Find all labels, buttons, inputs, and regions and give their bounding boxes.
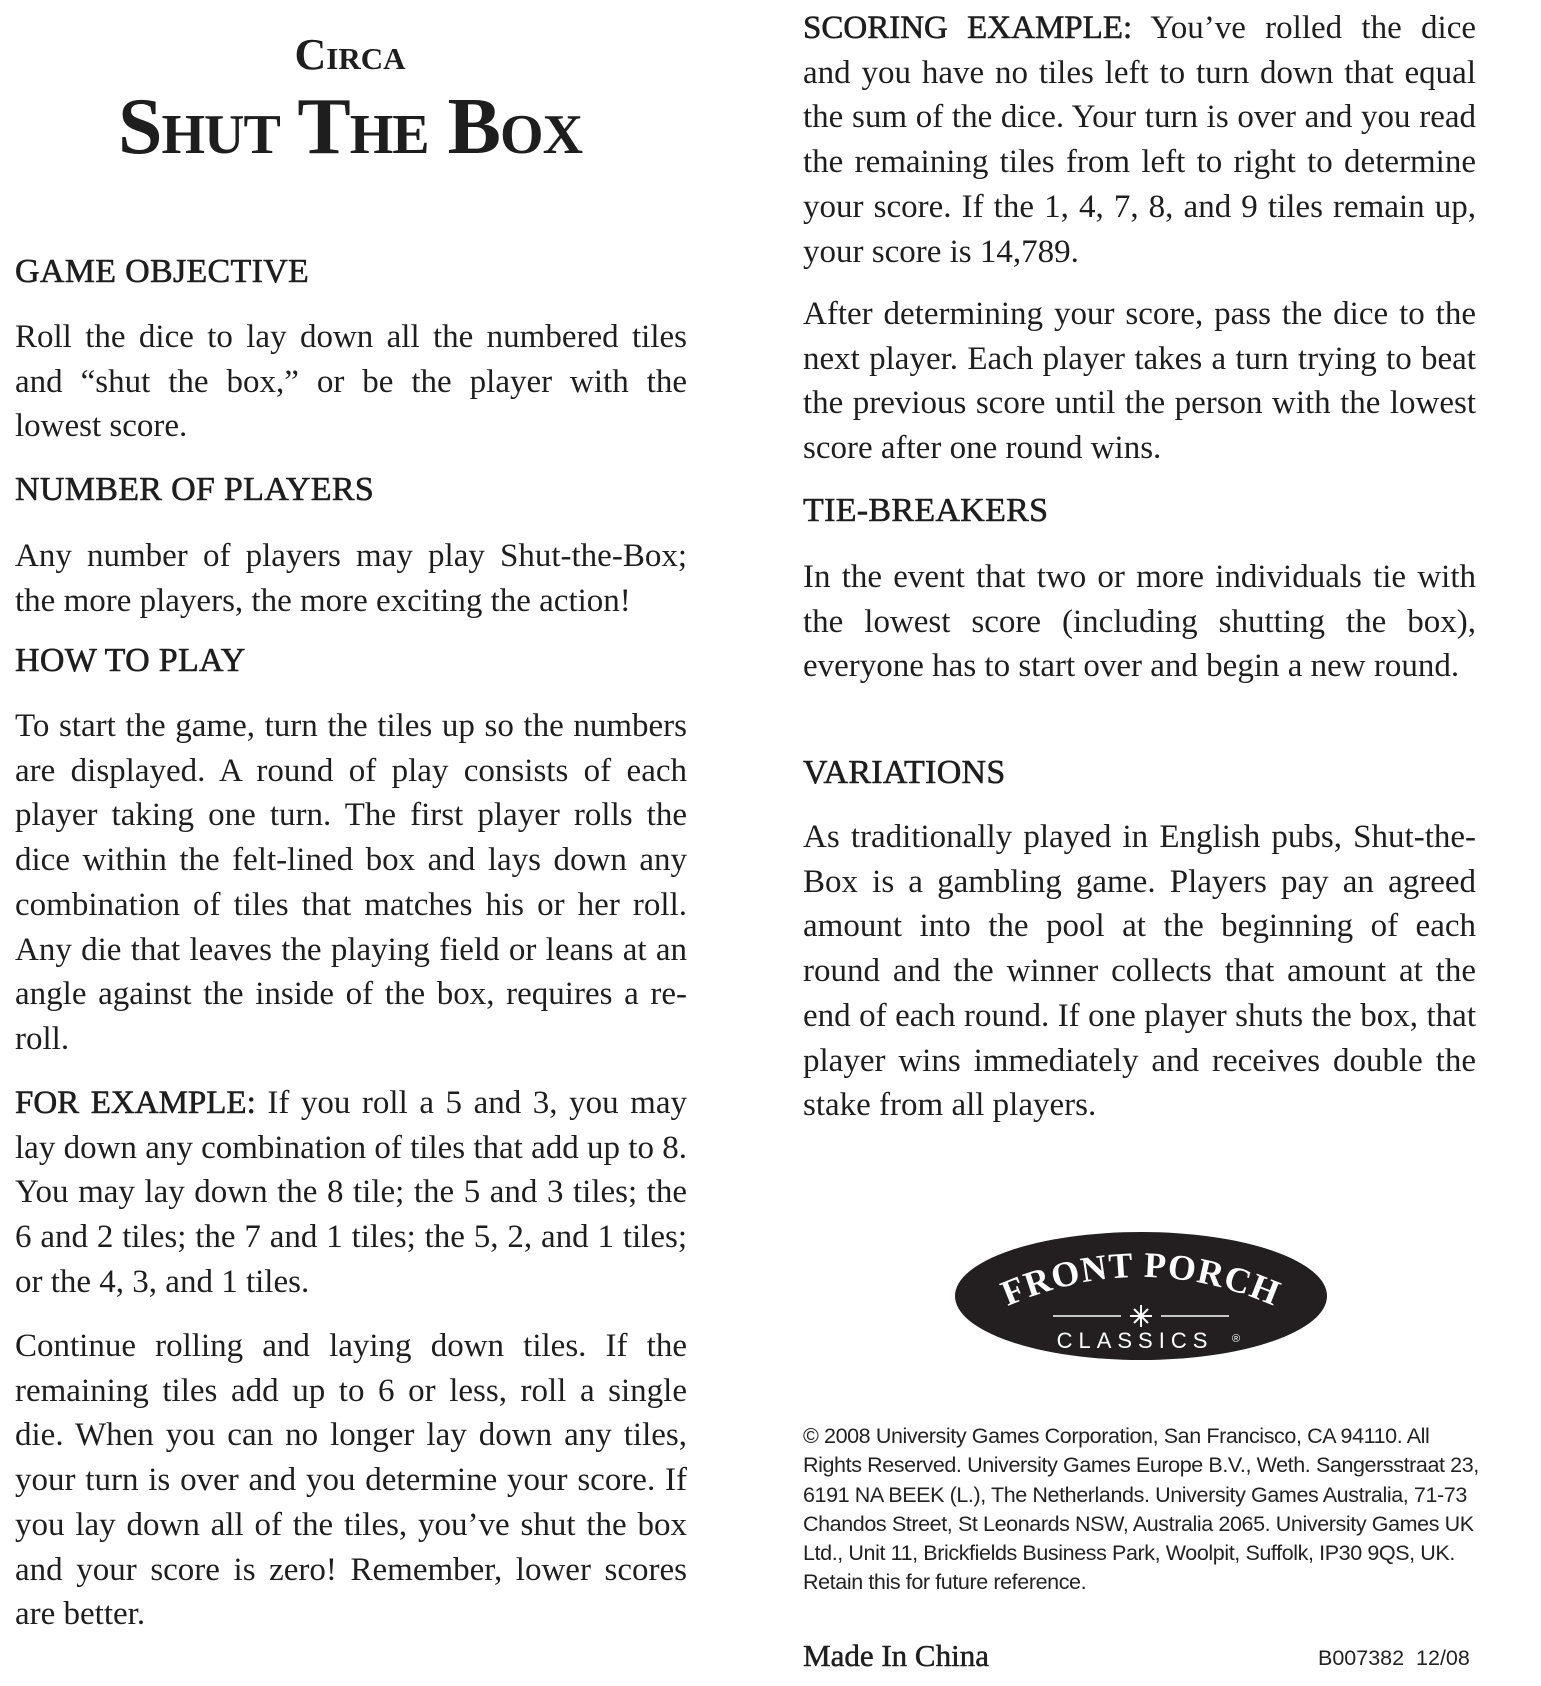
made-in-label: Made In China: [803, 1638, 989, 1673]
product-code: B007382 12/08: [1318, 1646, 1470, 1670]
heading-variations: VARIATIONS: [803, 754, 1006, 791]
legal-text: © 2008 University Games Corporation, San Francisco, CA 94110. All Rights Reserved. University Games Europe B.V., Weth. Sangersstraat 23, 6191 NA BEEK (L.), The Netherlands. University Games Australia, 71-73 Chandos Street, St Leonards NSW, Australia 2065. University Games UK Ltd., Unit 11, Brickfields Business Park, Woolpit, Suffolk, IP30 9QS, UK. Retain this for future reference.: [803, 1424, 1479, 1595]
heading-tie-breakers: TIE-BREAKERS: [803, 492, 1049, 529]
how-to-play-text: To start the game, turn the tiles up so the numbers are displayed. A round of play consists of each player taking one turn. The first player rolls the dice within the felt-lined box and lays down any combination of tiles that matches his or her roll. Any die that leaves the playing field or leans at an angle against the inside of the box, requires a re-roll.: [15, 708, 687, 1057]
objective-text: Roll the dice to lay down all the numbered tiles and “shut the box,” or be the player with the lowest score.: [15, 319, 687, 445]
logo-line2: CLASSICS: [1056, 1328, 1214, 1353]
logo-line1: FRONT PORCH: [995, 1244, 1287, 1314]
tie-breakers-text: In the event that two or more individuals tie with the lowest score (including shutting the box), everyone has to start over and begin a new round.: [803, 559, 1476, 685]
heading-number-of-players: NUMBER OF PLAYERS: [15, 471, 375, 508]
game-title-block: [100, 30, 600, 172]
after-scoring-text: After determining your score, pass the dice to the next player. Each player takes a turn trying to beat the previous score until the person with the lowest score after one round wins.: [803, 296, 1476, 467]
front-porch-classics-logo: [955, 1232, 1327, 1360]
registered-mark: ®: [1232, 1333, 1241, 1345]
title-subtitle: Circa: [294, 30, 406, 79]
players-text: Any number of players may play Shut-the-Box; the more players, the more exciting the action!: [15, 538, 687, 619]
for-example-label: FOR EXAMPLE:: [15, 1085, 256, 1121]
scoring-example-paragraph: [803, 6, 1476, 274]
page-title: Shut The Box: [117, 83, 583, 171]
continue-text: Continue rolling and laying down tiles. If the remaining tiles add up to 6 or less, roll a single die. When you can no longer lay down any tiles, your turn is over and you determine your score. If you lay down all of the tiles, you’ve shut the box and your score is zero! Remember, lower scores are better.: [15, 1328, 687, 1633]
heading-game-objective: GAME OBJECTIVE: [15, 253, 310, 290]
heading-how-to-play: HOW TO PLAY: [15, 642, 246, 679]
variations-text: As traditionally played in English pubs, Shut-the-Box is a gambling game. Players pay an agreed amount into the pool at the beginning of each round and the winner collects that amount at the end of each round. If one player shuts the box, that player wins immediately and receives double the stake from all players.: [803, 819, 1476, 1124]
for-example-text: If you roll a 5 and 3, you may lay down any combination of tiles that add up to 8. You may lay down the 8 tile; the 5 and 3 tiles; the 6 and 2 tiles; the 7 and 1 tiles; the 5, 2, and 1 tiles; or the 4, 3, and 1 tiles.: [15, 1085, 687, 1300]
scoring-example-text: You’ve rolled the dice and you have no tiles left to turn down that equal the sum of the dice. Your turn is over and you read the remaining tiles from left to right to determine your score. If the 1, 4, 7, 8, and 9 tiles remain up, your score is 14,789.: [803, 10, 1476, 270]
scoring-example-label: SCORING EXAMPLE:: [803, 10, 1133, 46]
for-example-paragraph: [15, 1081, 687, 1305]
